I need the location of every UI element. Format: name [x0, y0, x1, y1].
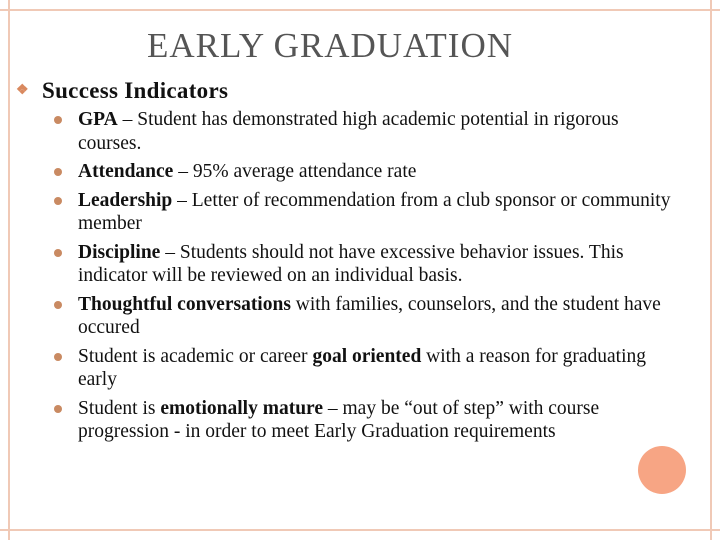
section-heading: Success Indicators	[42, 78, 229, 103]
section-heading-row	[16, 78, 228, 104]
list-item	[54, 108, 672, 155]
frame-left-line	[8, 0, 10, 540]
bullet-icon	[54, 116, 62, 124]
list-item	[54, 397, 672, 444]
accent-circle	[638, 446, 686, 494]
item-bold: Discipline	[78, 241, 161, 263]
item-bold: Thoughtful conversations	[78, 293, 291, 315]
frame-right-line	[710, 0, 712, 540]
bullet-icon	[54, 353, 62, 361]
frame-bottom-line	[0, 529, 720, 531]
item-bold: GPA	[78, 109, 118, 130]
item-rest: – Students should not have excessive behavior issues. This indicator will be reviewed on an individual basis.	[78, 241, 624, 286]
item-lead: Student is academic or career	[78, 345, 313, 367]
item-bold: emotionally mature	[160, 397, 323, 419]
item-rest: – may be “out of step” with course progression - in order to meet Early Graduation requirements	[78, 397, 600, 442]
item-lead: Student is	[78, 397, 161, 419]
list-item	[54, 293, 672, 340]
frame-top-line	[0, 9, 720, 11]
bullet-icon	[54, 301, 62, 309]
slide-title: EARLY GRADUATION	[146, 26, 514, 65]
indicator-list	[54, 108, 672, 449]
list-item	[54, 241, 672, 288]
item-rest: – Student has demonstrated high academic potential in rigorous courses.	[78, 109, 619, 154]
item-bold: goal oriented	[312, 345, 422, 367]
item-bold: Leadership	[78, 189, 173, 211]
bullet-icon	[54, 168, 62, 176]
bullet-icon	[54, 405, 62, 413]
item-rest: – Letter of recommendation from a club sponsor or community member	[78, 189, 671, 234]
item-rest: with families, counselors, and the student have occured	[78, 293, 661, 338]
list-item	[54, 160, 672, 184]
bullet-icon	[54, 197, 62, 205]
bullet-icon	[54, 249, 62, 257]
item-rest: – 95% average attendance rate	[173, 161, 417, 182]
item-bold: Attendance	[78, 161, 174, 182]
section-bullet-icon: ❖	[16, 83, 29, 98]
list-item	[54, 189, 672, 236]
item-rest: with a reason for graduating early	[78, 345, 647, 390]
list-item	[54, 345, 672, 392]
